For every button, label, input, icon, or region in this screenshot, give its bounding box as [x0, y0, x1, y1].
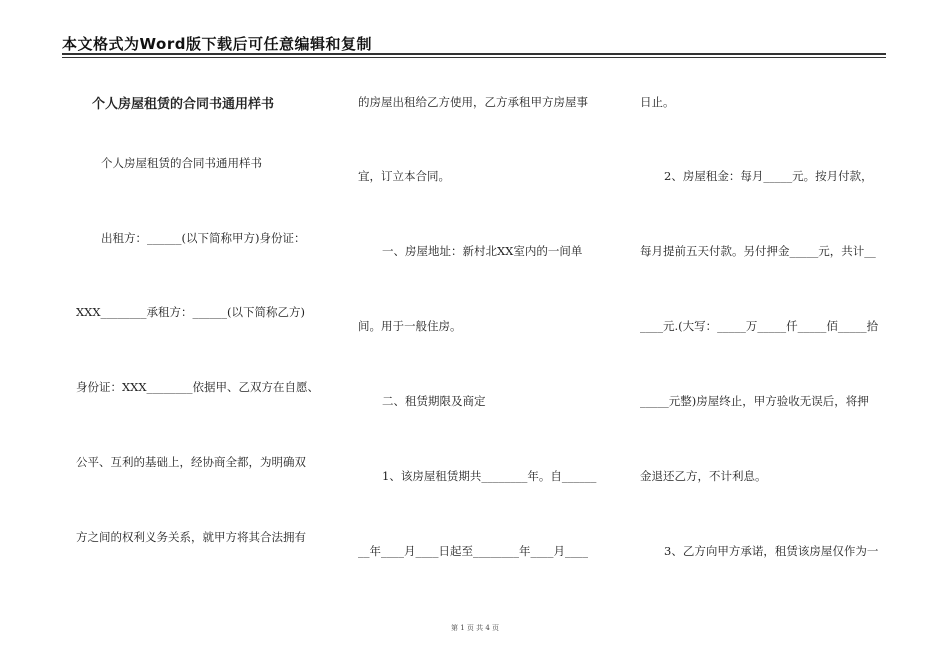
- text-line: 一、房屋地址：新村北XX室内的一间单: [382, 244, 583, 258]
- text-line: 宜，订立本合同。: [358, 169, 450, 183]
- text-line: ____元.(大写：_____万_____仟_____佰_____拾: [640, 319, 879, 333]
- text-line: 的房屋出租给乙方使用，乙方承租甲方房屋事: [358, 95, 588, 109]
- text-line: 身份证：XXX________依据甲、乙双方在自愿、: [76, 380, 320, 394]
- text-line: XXX________承租方：______(以下简称乙方): [76, 305, 306, 319]
- text-line: 金退还乙方，不计利息。: [640, 469, 767, 483]
- document-title: 个人房屋租赁的合同书通用样书: [92, 97, 275, 112]
- text-line: 方之间的权利义务关系，就甲方将其合法拥有: [76, 530, 306, 544]
- text-line: 3、乙方向甲方承诺，租赁该房屋仅作为一: [664, 544, 879, 558]
- text-line: 2、房屋租金：每月_____元。按月付款，: [664, 169, 873, 183]
- text-line: 二、租赁期限及商定: [382, 394, 486, 408]
- text-line: 1、该房屋租赁期共________年。自______: [382, 469, 597, 483]
- header-rule-thick: [62, 53, 886, 55]
- download-banner: 本文格式为Word版下载后可任意编辑和复制: [62, 35, 372, 53]
- text-line: _____元整)房屋终止，甲方验收无误后，将押: [640, 394, 869, 408]
- header-rule-thin: [62, 57, 886, 58]
- text-line: 出租方：______(以下简称甲方)身份证：: [101, 231, 306, 245]
- text-line: 间。用于一般住房。: [358, 319, 462, 333]
- text-line: 公平、互利的基础上，经协商全都，为明确双: [76, 455, 306, 469]
- text-line: 每月提前五天付款。另付押金_____元，共计__: [640, 244, 876, 258]
- text-line: 日止。: [640, 95, 675, 109]
- text-line: 个人房屋租赁的合同书通用样书: [101, 156, 262, 170]
- text-line: __年____月____日起至________年____月____: [358, 544, 588, 558]
- page-footer: 第 1 页 共 4 页: [450, 624, 500, 632]
